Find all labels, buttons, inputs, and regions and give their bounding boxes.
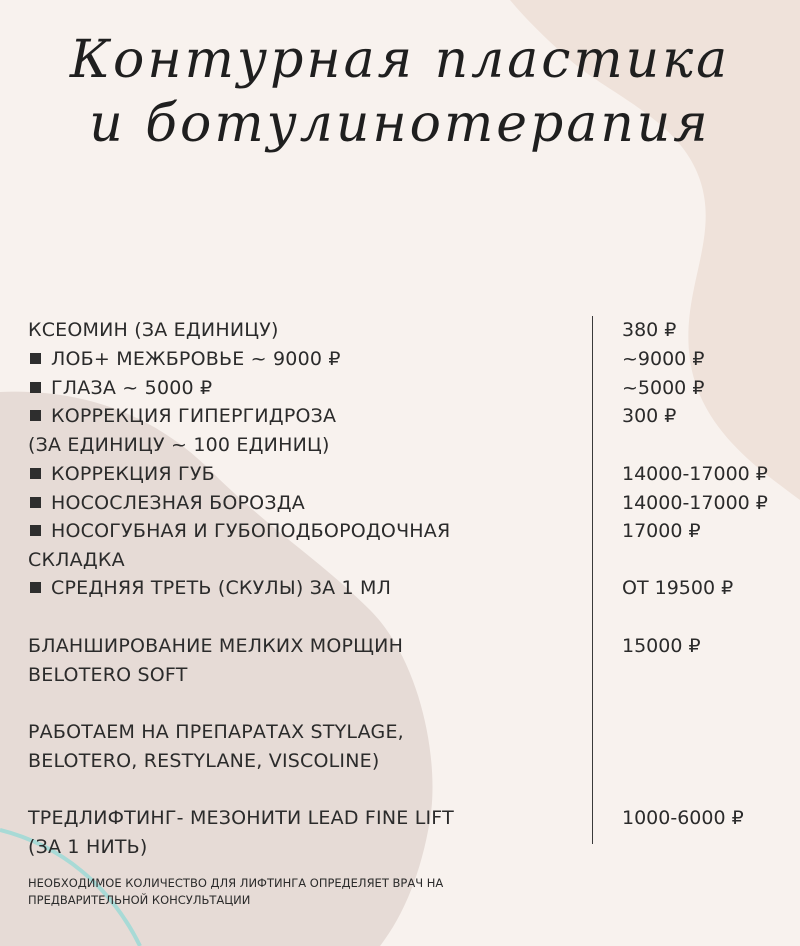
item-price: ~9000 ₽ bbox=[622, 348, 705, 370]
item-label-wrap bbox=[28, 574, 583, 603]
footnote: НЕОБХОДИМОЕ КОЛИЧЕСТВО ДЛЯ ЛИФТИНГА ОПРЕДЕЛЯЕТ ВРАЧ НА ПРЕДВАРИТЕЛЬНОЙ КОНСУЛЬТАЦИИ bbox=[28, 876, 444, 907]
square-bullet-icon bbox=[30, 497, 41, 508]
item-label-wrap bbox=[28, 804, 583, 862]
item-label-continued: BELOTERO, RESTYLANE, VISCOLINE) bbox=[28, 750, 380, 772]
item-label-wrap bbox=[28, 374, 583, 403]
item-price: 380 ₽ bbox=[622, 319, 677, 341]
item-price: 15000 ₽ bbox=[622, 635, 701, 657]
item-price: 14000-17000 ₽ bbox=[622, 463, 768, 485]
item-label-continued: (ЗА 1 НИТЬ) bbox=[28, 836, 148, 858]
item-price: 300 ₽ bbox=[622, 405, 677, 427]
item-label: КОРРЕКЦИЯ ГИПЕРГИДРОЗА bbox=[51, 405, 337, 427]
square-bullet-icon bbox=[30, 410, 41, 421]
item-label-wrap bbox=[28, 632, 583, 690]
item-label: БЛАНШИРОВАНИЕ МЕЛКИХ МОРЩИН bbox=[28, 635, 404, 657]
item-label: НОСОСЛЕЗНАЯ БОРОЗДА bbox=[51, 492, 305, 514]
item-label: ГЛАЗА ~ 5000 ₽ bbox=[51, 377, 213, 399]
item-label-wrap bbox=[28, 517, 583, 575]
item-label-continued: СКЛАДКА bbox=[28, 549, 125, 571]
item-label-wrap bbox=[28, 345, 583, 374]
title-line-2: и ботулинотерапия bbox=[89, 94, 711, 154]
column-divider bbox=[592, 316, 593, 844]
item-label-wrap bbox=[28, 718, 583, 776]
square-bullet-icon bbox=[30, 468, 41, 479]
item-price: ~5000 ₽ bbox=[622, 377, 705, 399]
square-bullet-icon bbox=[30, 382, 41, 393]
item-price: ОТ 19500 ₽ bbox=[622, 577, 734, 599]
item-label: КОРРЕКЦИЯ ГУБ bbox=[51, 463, 215, 485]
page-title bbox=[0, 28, 800, 156]
item-label-wrap bbox=[28, 402, 583, 460]
item-label: НОСОГУБНАЯ И ГУБОПОДБОРОДОЧНАЯ bbox=[51, 520, 451, 542]
item-label-wrap bbox=[28, 460, 583, 489]
item-label-continued: (ЗА ЕДИНИЦУ ~ 100 ЕДИНИЦ) bbox=[28, 434, 330, 456]
item-label: КСЕОМИН (ЗА ЕДИНИЦУ) bbox=[28, 319, 279, 341]
item-label: СРЕДНЯЯ ТРЕТЬ (СКУЛЫ) ЗА 1 МЛ bbox=[51, 577, 392, 599]
item-price: 17000 ₽ bbox=[622, 520, 701, 542]
item-label-continued: BELOTERO SOFT bbox=[28, 664, 188, 686]
item-label: ЛОБ+ МЕЖБРОВЬЕ ~ 9000 ₽ bbox=[51, 348, 341, 370]
item-label: ТРЕДЛИФТИНГ- МЕЗОНИТИ LEAD FINE LIFT bbox=[28, 807, 454, 829]
item-label-wrap bbox=[28, 489, 583, 518]
item-price: 14000-17000 ₽ bbox=[622, 492, 768, 514]
square-bullet-icon bbox=[30, 353, 41, 364]
item-label: РАБОТАЕМ НА ПРЕПАРАТАХ STYLAGE, bbox=[28, 721, 404, 743]
square-bullet-icon bbox=[30, 582, 41, 593]
title-line-1: Контурная пластика bbox=[69, 30, 731, 90]
item-price: 1000-6000 ₽ bbox=[622, 807, 744, 829]
square-bullet-icon bbox=[30, 525, 41, 536]
